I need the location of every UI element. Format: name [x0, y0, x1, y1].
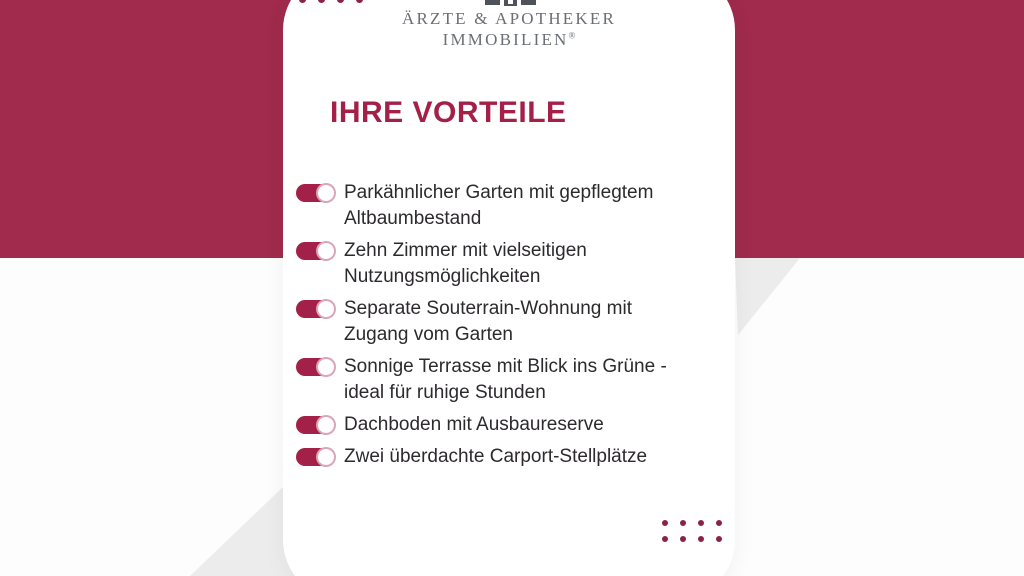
benefit-item [296, 444, 706, 470]
toggle-on-icon [296, 416, 334, 434]
buildings-icon [485, 0, 537, 7]
benefit-text: Parkähnlicher Garten mit gepflegtem Altbaumbestand [344, 182, 654, 229]
dot-icon [716, 520, 722, 526]
toggle-on-icon [296, 242, 334, 260]
benefit-text: Zehn Zimmer mit vielseitigen Nutzungsmöglichkeiten [344, 240, 587, 287]
toggle-on-icon [296, 358, 334, 376]
benefit-text: Sonnige Terrasse mit Blick ins Grüne - ideal für ruhige Stunden [344, 356, 667, 403]
logo [283, 0, 735, 50]
toggle-on-icon [296, 300, 334, 318]
logo-line1: ÄRZTE & APOTHEKER [401, 9, 616, 28]
benefit-text: Dachboden mit Ausbaureserve [344, 414, 604, 435]
page-title: IHRE VORTEILE [330, 96, 567, 129]
benefit-item [296, 412, 706, 438]
benefit-item [296, 296, 706, 348]
dot-icon [698, 520, 704, 526]
dot-icon [680, 520, 686, 526]
benefit-text: Zwei überdachte Carport-Stellplätze [344, 446, 648, 467]
dot-icon [662, 536, 668, 542]
dot-icon [680, 536, 686, 542]
registered-mark: ® [568, 30, 576, 41]
toggle-on-icon [296, 448, 334, 466]
benefit-item [296, 354, 706, 406]
toggle-on-icon [296, 184, 334, 202]
dot-icon [698, 536, 704, 542]
benefit-item [296, 180, 706, 232]
logo-line2: IMMOBILIEN® [442, 30, 576, 49]
benefit-item [296, 238, 706, 290]
dot-icon [662, 520, 668, 526]
dot-icon [716, 536, 722, 542]
benefits-list [296, 180, 706, 476]
gray-diagonal-shape-right [728, 257, 806, 337]
dot-grid-bottom-icon [662, 520, 722, 542]
benefit-text: Separate Souterrain-Wohnung mit Zugang vom Garten [344, 298, 632, 345]
